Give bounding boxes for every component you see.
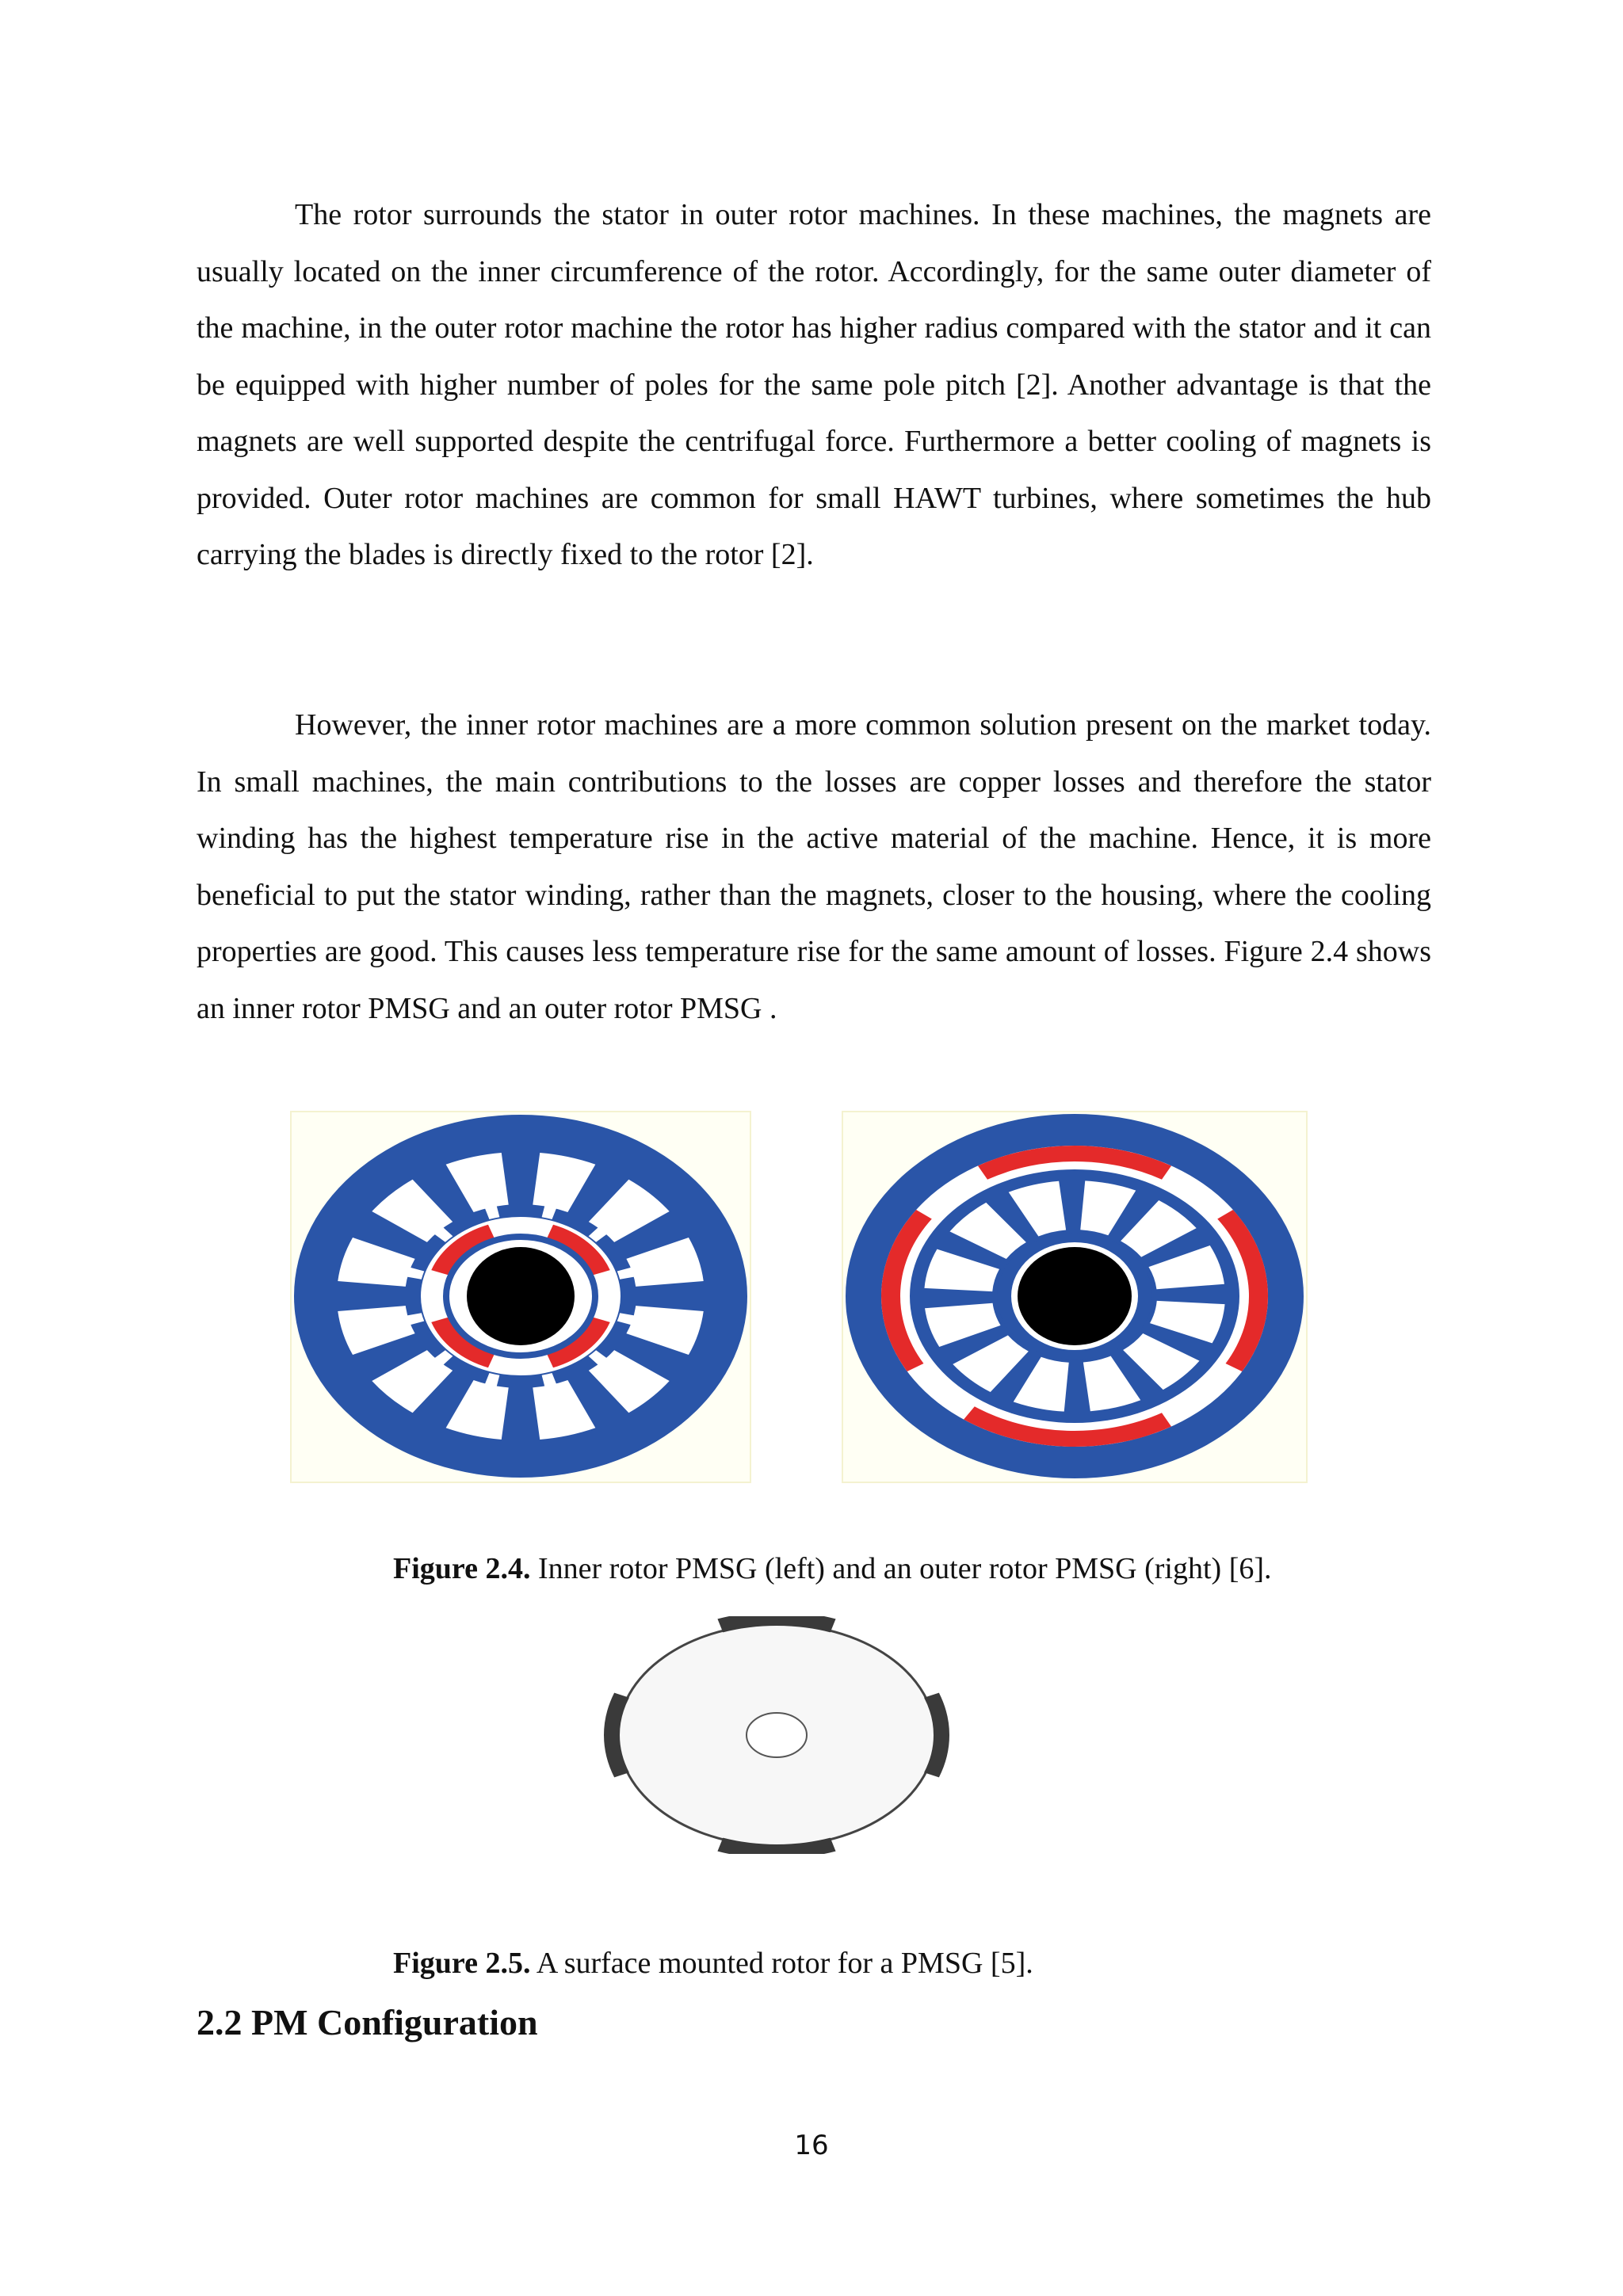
body-paragraph-1 [197,187,1431,584]
outer-rotor-pmsg-figure [842,1111,1308,1483]
shaft [467,1247,575,1345]
page-number: 16 [794,2130,829,2161]
figure-2-4-caption [393,1551,1272,1586]
paragraph-1-text: The rotor surrounds the stator in outer rotor machines. In these machines, the magnets are usually located on the inner circumference of the rotor. Accordingly, for the same outer diameter of the machine, in the outer rotor machine the rotor has higher radius compared with the stator and it can be equipped with higher number of poles for the same pole pitch [2]. Another advantage is that the magnets are well supported despite the centrifugal force. Furthermore a better cooling of magnets is provided. Outer rotor machines are common for small HAWT turbines, where sometimes the hub carrying the blades is directly fixed to the rotor [2]. [197,198,1431,571]
body-paragraph-2 [197,697,1431,1037]
figure-2-4-caption-text: Inner rotor PMSG (left) and an outer rotor PMSG (right) [6]. [530,1552,1272,1585]
shaft [1018,1247,1132,1345]
surface-mounted-rotor-figure [586,1616,967,1854]
shaft-hole [747,1713,807,1757]
figure-2-5-caption [393,1946,1033,1981]
section-heading: 2.2 PM Configuration [197,2002,538,2042]
inner-rotor-diagram [292,1112,750,1482]
figure-2-5-caption-text: A surface mounted rotor for a PMSG [5]. [530,1947,1033,1980]
outer-rotor-diagram [843,1112,1306,1482]
surface-rotor-diagram [586,1616,967,1854]
inner-rotor-pmsg-figure [290,1111,751,1483]
figure-2-5-label: Figure 2.5. [393,1947,531,1980]
paragraph-2-text: However, the inner rotor machines are a more common solution present on the market today. In small machines, the main contributions to the losses are copper losses and therefore the stator winding has the highest temperature rise in the active material of the machine. Hence, it is more beneficial to put the stator winding, rather than the magnets, closer to the housing, where the cooling properties are good. This causes less temperature rise for the same amount of losses. Figure 2.4 shows an inner rotor PMSG and an outer rotor PMSG . [197,708,1431,1025]
figure-2-4-label: Figure 2.4. [393,1552,531,1585]
